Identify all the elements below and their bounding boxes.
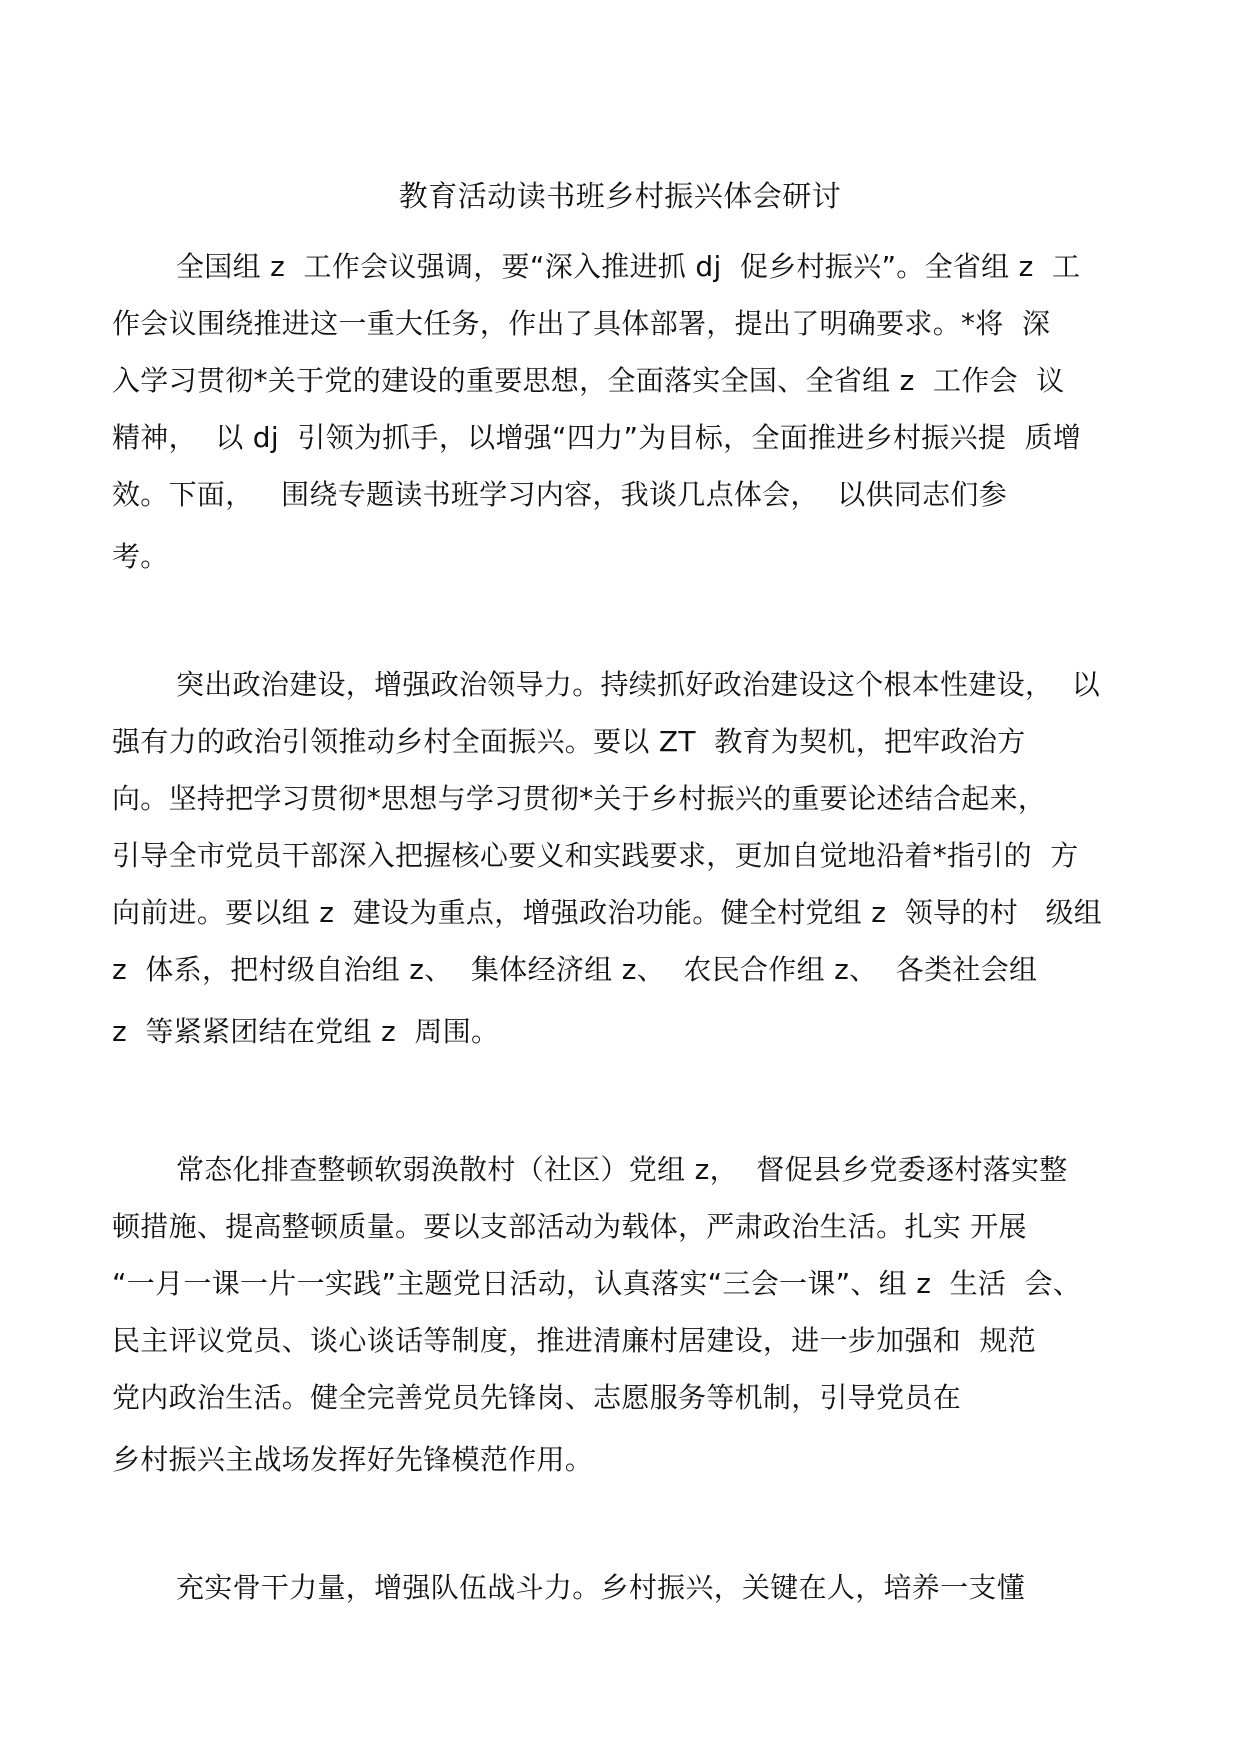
paragraph-line: z 等紧紧团结在党组 z 周围。 bbox=[112, 1015, 500, 1048]
paragraph-line: 常态化排查整顿软弱涣散村（社区）党组 z， 督促县乡党委逐村落实整 bbox=[176, 1153, 1068, 1186]
paragraph-line: 乡村振兴主战场发挥好先锋模范作用。 bbox=[112, 1443, 594, 1476]
paragraph-team-building bbox=[112, 1568, 1142, 1608]
paragraph-line: 考。 bbox=[112, 540, 169, 573]
paragraph-political-construction bbox=[112, 665, 1142, 1069]
paragraph-line: 入学习贯彻*关于党的建设的重要思想，全面落实全国、全省组 z 工作会 议 bbox=[112, 364, 1065, 397]
document-title: 教育活动读书班乡村振兴体会研讨 bbox=[398, 179, 842, 213]
paragraph-line: 顿措施、提高整顿质量。要以支部活动为载体，严肃政治生活。扎实 开展 bbox=[112, 1210, 1027, 1243]
paragraph-rectification bbox=[112, 1150, 1142, 1497]
paragraph-line: 突出政治建设，增强政治领导力。持续抓好政治建设这个根本性建设， 以 bbox=[176, 668, 1101, 701]
paragraph-line: 向。坚持把学习贯彻*思想与学习贯彻*关于乡村振兴的重要论述结合起来， bbox=[112, 782, 1047, 815]
paragraph-line: 党内政治生活。健全完善党员先锋岗、志愿服务等机制，引导党员在 bbox=[112, 1381, 962, 1414]
paragraph-line: 民主评议党员、谈心谈话等制度，推进清廉村居建设，进一步加强和 规范 bbox=[112, 1324, 1037, 1357]
paragraph-line: “一月一课一片一实践”主题党日活动，认真落实“三会一课”、组 z 生活 会、 bbox=[112, 1267, 1082, 1300]
paragraph-intro bbox=[112, 247, 1142, 594]
paragraph-line: 向前进。要以组 z 建设为重点，增强政治功能。健全村党组 z 领导的村 级组 bbox=[112, 896, 1103, 929]
paragraph-line: 精神， 以 dj 引领为抓手，以增强“四力”为目标，全面推进乡村振兴提 质增 bbox=[112, 421, 1082, 454]
paragraph-line: 充实骨干力量，增强队伍战斗力。乡村振兴，关键在人，培养一支懂 bbox=[176, 1571, 1026, 1604]
paragraph-line: 效。下面， 围绕专题读书班学习内容，我谈几点体会， 以供同志们参 bbox=[112, 478, 1008, 511]
paragraph-line: 强有力的政治引领推动乡村全面振兴。要以 ZT 教育为契机，把牢政治方 bbox=[112, 725, 1026, 758]
paragraph-line: 作会议围绕推进这一重大任务，作出了具体部署，提出了明确要求。*将 深 bbox=[112, 307, 1051, 340]
paragraph-line: 全国组 z 工作会议强调，要“深入推进抓 dj 促乡村振兴”。全省组 z 工 bbox=[176, 250, 1081, 283]
paragraph-line: z 体系，把村级自治组 z、 集体经济组 z、 农民合作组 z、 各类社会组 bbox=[112, 953, 1038, 986]
paragraph-line: 引导全市党员干部深入把握核心要义和实践要求，更加自觉地沿着*指引的 方 bbox=[112, 839, 1079, 872]
